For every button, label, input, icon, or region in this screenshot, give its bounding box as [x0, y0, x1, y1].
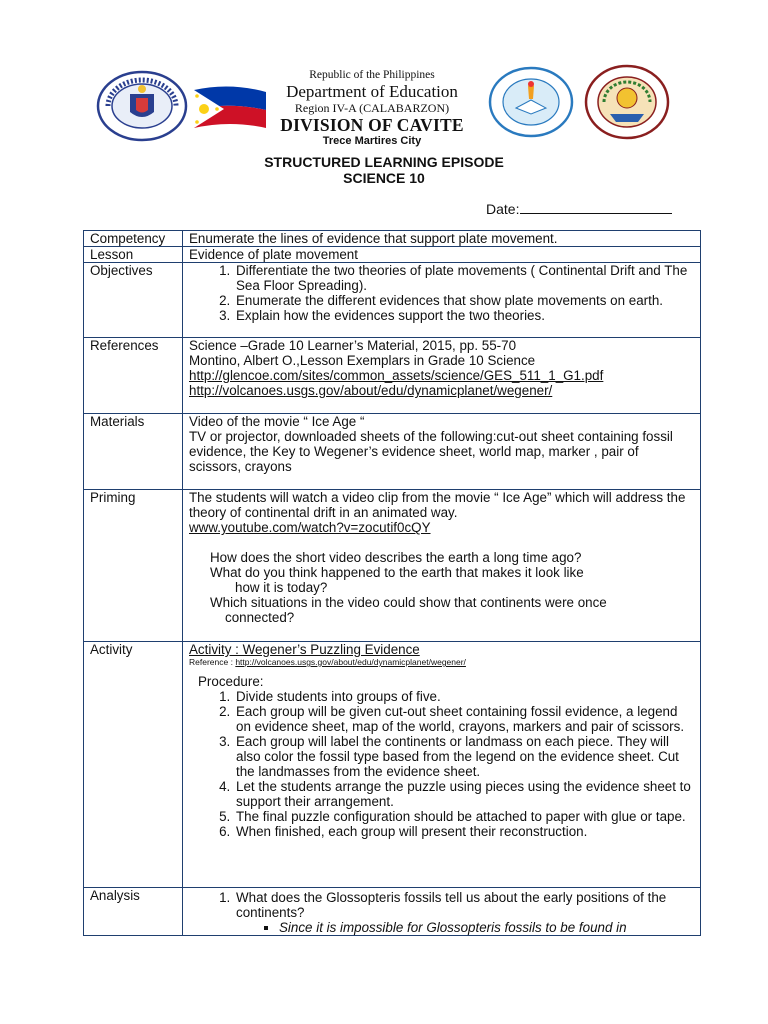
references-cell: [183, 338, 701, 414]
objectives-list: [189, 263, 694, 323]
header-text: [272, 68, 472, 148]
objective-item: 2. Enumerate the different evidences that show plate movements on earth.: [234, 293, 694, 308]
activity-label: Activity: [84, 642, 183, 888]
department-text: Department of Education: [286, 82, 458, 101]
procedure-step: 3. Each group will label the continents or landmass on each piece. They will also color the fossil type based from the legend on the evidence sheet. Cut the landmasses from the evidence sheet.: [234, 734, 694, 779]
priming-question: [189, 565, 694, 595]
republic-text: Republic of the Philippines: [309, 69, 435, 81]
date-label: Date:: [486, 201, 520, 217]
row-competency: [84, 231, 701, 247]
analysis-list: [189, 890, 694, 920]
reference-link-glencoe[interactable]: http://glencoe.com/sites/common_assets/science/GES_511_1_G1.pdf: [189, 368, 604, 383]
row-references: [84, 338, 701, 414]
row-lesson: [84, 247, 701, 263]
episode-title: STRUCTURED LEARNING EPISODE: [264, 154, 504, 170]
analysis-question: 1. What does the Glossopteris fossils tell us about the early positions of the continents?: [234, 890, 694, 920]
subject-title: SCIENCE 10: [343, 170, 425, 186]
analysis-answer-list: [189, 920, 694, 935]
procedure-step: 2. Each group will be given cut-out sheet containing fossil evidence, a legend on evidence sheet, map of the world, crayons, markers and pair of scissors.: [234, 704, 694, 734]
procedure-list: [189, 689, 694, 839]
materials-cell: [183, 414, 701, 490]
row-activity: [84, 642, 701, 888]
priming-question: [189, 595, 694, 625]
analysis-answer: ▪ Since it is impossible for Glossopteris fossils to be found in: [279, 920, 694, 935]
priming-question-line: What do you think happened to the earth that makes it look like: [210, 565, 584, 580]
reference-lesson-exemplars: Montino, Albert O.,Lesson Exemplars in Grade 10 Science: [189, 353, 536, 368]
activity-cell: [183, 642, 701, 888]
row-materials: [84, 414, 701, 490]
priming-text: The students will watch a video clip from the movie “ Ice Age” which will address the theory of continental drift in an animated way.: [189, 490, 686, 520]
reference-learners-material: Science –Grade 10 Learner’s Material, 2015, pp. 55-70: [189, 338, 517, 353]
competency-label: Competency: [84, 231, 183, 247]
activity-reference: [189, 657, 694, 668]
materials-video: Video of the movie “ Ice Age “: [189, 414, 365, 429]
objectives-cell: [183, 263, 701, 338]
activity-reference-label: Reference :: [189, 657, 233, 667]
lesson-plan-table: [83, 230, 701, 936]
materials-label: Materials: [84, 414, 183, 490]
procedure-label: Procedure:: [198, 674, 264, 689]
priming-question-line: how it is today?: [235, 580, 328, 595]
date-field[interactable]: [486, 199, 672, 217]
row-objectives: [84, 263, 701, 338]
priming-youtube-link[interactable]: www.youtube.com/watch?v=zocutif0cQY: [189, 520, 431, 535]
materials-list: TV or projector, downloaded sheets of the following:cut-out sheet containing fossil evidence, the Key to Wegener’s evidence sheet, world map, marker , pair of scissors, crayons: [189, 429, 673, 474]
procedure-step: 4. Let the students arrange the puzzle using pieces using the evidence sheet to support their arrangement.: [234, 779, 694, 809]
analysis-label: Analysis: [84, 888, 183, 936]
lesson-text: Evidence of plate movement: [183, 247, 701, 263]
procedure-step: 6. When finished, each group will present their reconstruction.: [234, 824, 694, 839]
priming-question-line: connected?: [225, 610, 295, 625]
procedure-step: 5. The final puzzle configuration should be attached to paper with glue or tape.: [234, 809, 694, 824]
division-seal: [488, 66, 574, 138]
lalawigan-seal: [584, 64, 670, 140]
kagawaran-ng-edukasyon-seal: [96, 70, 188, 142]
priming-cell: [183, 490, 701, 642]
activity-reference-link[interactable]: http://volcanoes.usgs.gov/about/edu/dynamicplanet/wegener/: [235, 657, 466, 667]
competency-text: Enumerate the lines of evidence that support plate movement.: [183, 231, 701, 247]
objective-item: 1. Differentiate the two theories of plate movements ( Continental Drift and The Sea Floor Spreading).: [234, 263, 694, 293]
reference-link-usgs[interactable]: http://volcanoes.usgs.gov/about/edu/dynamicplanet/wegener/: [189, 383, 553, 398]
procedure-step: 1. Divide students into groups of five.: [234, 689, 694, 704]
objective-item: 3. Explain how the evidences support the two theories.: [234, 308, 694, 323]
region-text: Region IV-A (CALABARZON): [294, 101, 450, 115]
row-analysis: [84, 888, 701, 936]
priming-label: Priming: [84, 490, 183, 642]
analysis-cell: [183, 888, 701, 936]
activity-title: Activity : Wegener’s Puzzling Evidence: [189, 642, 420, 657]
row-priming: [84, 490, 701, 642]
city-text: Trece Martires City: [322, 135, 422, 147]
priming-question: How does the short video describes the earth a long time ago?: [210, 550, 582, 565]
priming-question-line: Which situations in the video could show that continents were once: [210, 595, 607, 610]
references-label: References: [84, 338, 183, 414]
objectives-label: Objectives: [84, 263, 183, 338]
lesson-label: Lesson: [84, 247, 183, 263]
division-text: DIVISION OF CAVITE: [280, 115, 464, 135]
date-blank-line: [520, 199, 672, 214]
philippine-flag: [190, 82, 270, 136]
